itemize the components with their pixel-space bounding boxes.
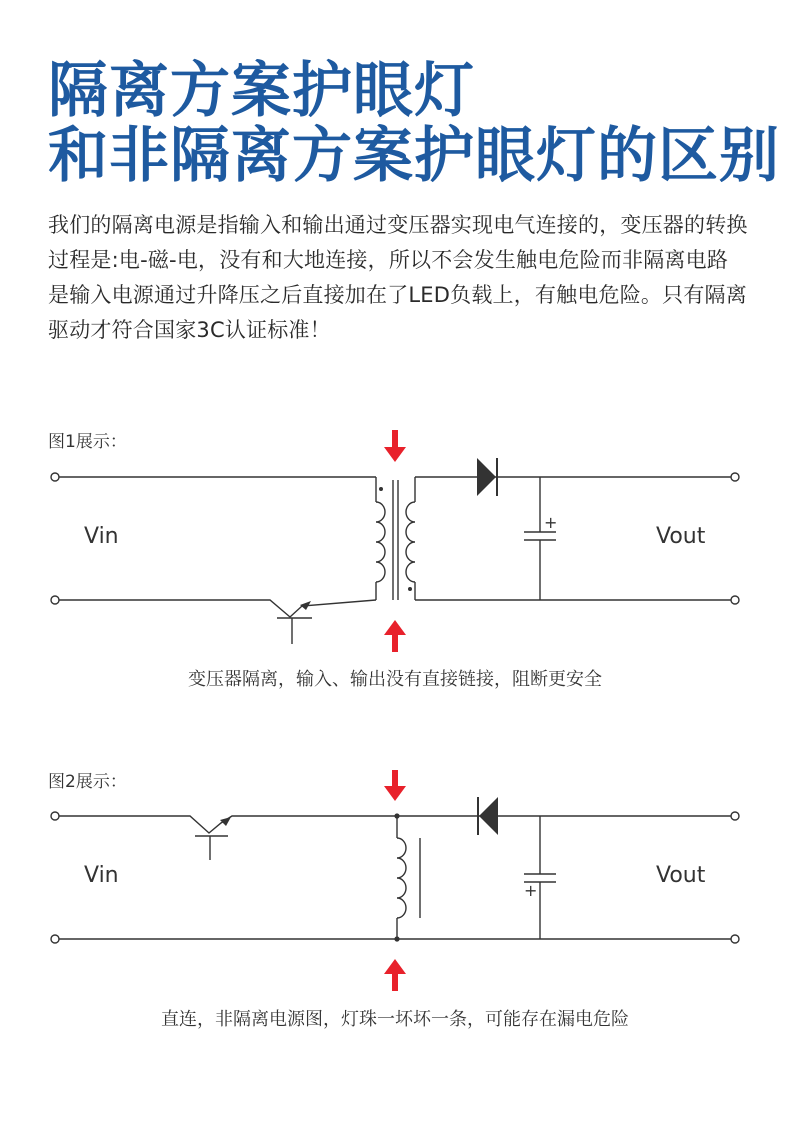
capacitor-plus: + <box>524 881 538 900</box>
figure-1-label: 图1展示： <box>48 432 127 452</box>
isolation-arrow-top <box>384 430 406 462</box>
secondary-coil <box>406 502 415 582</box>
isolation-arrow-bottom <box>384 620 406 652</box>
diode <box>479 797 498 835</box>
vout-top-terminal <box>731 812 739 820</box>
figure-2-circuit <box>0 760 790 1000</box>
figure-1-circuit <box>0 420 790 660</box>
transistor-arrow <box>220 817 231 826</box>
primary-dot <box>379 487 383 491</box>
intro-paragraph: 我们的隔离电源是指输入和输出通过变压器实现电气连接的，变压器的转换过程是:电-磁-电，没有和大地连接，所以不会发生触电危险而非隔离电路是输入电源通过升降压之后直接加在了LED负载上，有触电危险。只有隔离驱动才符合国家3C认证标准！ <box>48 213 748 342</box>
figure-2-caption: 直连，非隔离电源图，灯珠一坏坏一条，可能存在漏电危险 <box>161 1009 629 1030</box>
vin-label: Vin <box>84 863 119 888</box>
vout-bottom-terminal <box>731 596 739 604</box>
title-line-1: 隔离方案护眼灯 <box>48 56 475 126</box>
junction-dot-top <box>394 813 399 818</box>
connection-arrow-top <box>384 770 406 801</box>
inductor-coil <box>397 838 406 918</box>
vin-bottom-terminal <box>51 596 59 604</box>
vin-bottom-terminal <box>51 935 59 943</box>
vout-top-terminal <box>731 473 739 481</box>
vin-top-terminal <box>51 473 59 481</box>
input-bottom-wire <box>59 600 376 617</box>
vin-label: Vin <box>84 524 119 549</box>
figure-2-label: 图2展示： <box>48 772 127 792</box>
connection-arrow-bottom <box>384 959 406 991</box>
vin-top-terminal <box>51 812 59 820</box>
vout-bottom-terminal <box>731 935 739 943</box>
secondary-dot <box>408 587 412 591</box>
capacitor-plus: + <box>544 513 558 532</box>
figure-1-caption: 变压器隔离，输入、输出没有直接链接，阻断更安全 <box>188 669 602 690</box>
vout-label: Vout <box>656 863 706 888</box>
junction-dot-bottom <box>394 936 399 941</box>
title-line-2: 和非隔离方案护眼灯的区别 <box>48 121 780 191</box>
diode <box>477 458 496 496</box>
vout-label: Vout <box>656 524 706 549</box>
primary-coil <box>376 502 385 582</box>
